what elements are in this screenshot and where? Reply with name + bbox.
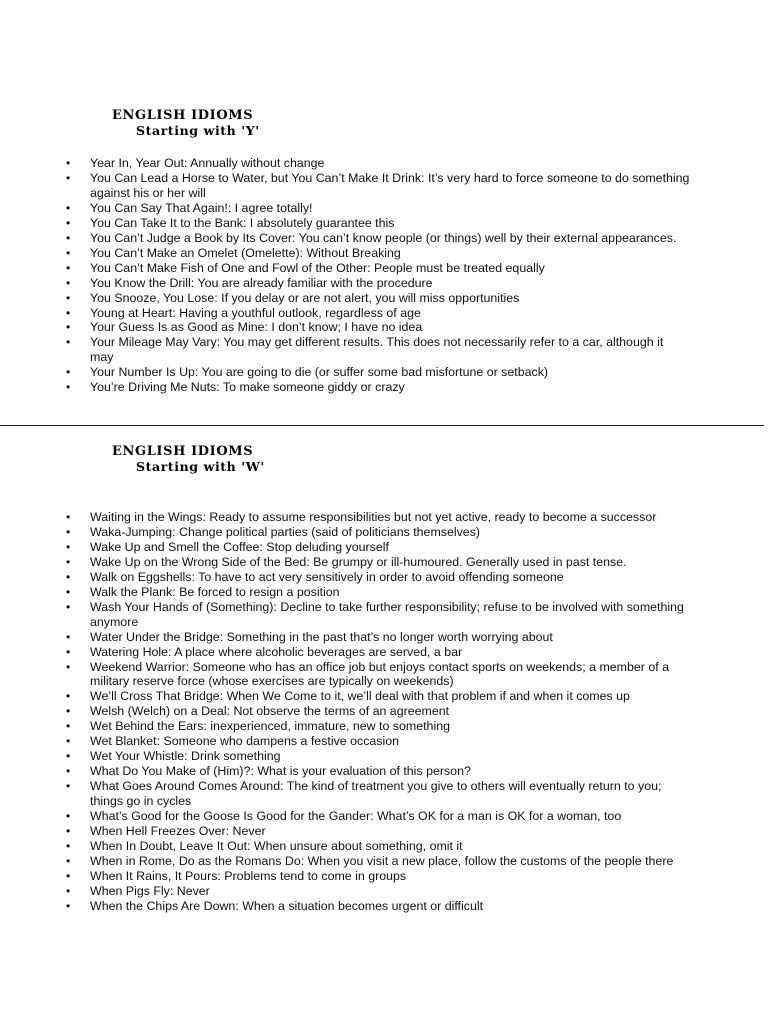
idiom-list-item: • Wet Your Whistle: Drink something xyxy=(0,749,690,764)
idiom-list-item: • You Know the Drill: You are already familiar with the procedure xyxy=(0,276,690,291)
idiom-list-item: • When It Rains, It Pours: Problems tend to come in groups xyxy=(0,869,690,884)
idiom-list-y xyxy=(0,156,690,395)
idiom-list-item: • Watering Hole: A place where alcoholic beverages are served, a bar xyxy=(0,645,690,660)
section-subtitle: Starting with 'Y' xyxy=(136,123,260,138)
idiom-list-item: • Wake Up and Smell the Coffee: Stop deluding yourself xyxy=(0,540,690,555)
idiom-list-item: • Walk the Plank: Be forced to resign a position xyxy=(0,585,690,600)
idiom-list-item: • Waiting in the Wings: Ready to assume responsibilities but not yet active, ready to become a successor xyxy=(0,510,690,525)
idiom-list-item: • When the Chips Are Down: When a situation becomes urgent or difficult xyxy=(0,899,690,914)
idiom-list-item: • You Can’t Make Fish of One and Fowl of the Other: People must be treated equally xyxy=(0,261,690,276)
section-title: ENGLISH IDIOMS xyxy=(112,108,254,123)
idiom-list-item: • Weekend Warrior: Someone who has an office job but enjoys contact sports on weekends; a member of a military reserve force (whose exercises are typically on weekends) xyxy=(0,660,690,690)
idiom-list-item: • What’s Good for the Goose Is Good for the Gander: What’s OK for a man is OK for a woman, too xyxy=(0,809,690,824)
idiom-list-item: • We’ll Cross That Bridge: When We Come to it, we’ll deal with that problem if and when it comes up xyxy=(0,689,690,704)
idiom-list-item: • Your Mileage May Vary: You may get different results. This does not necessarily refer to a car, although it may xyxy=(0,335,690,365)
idiom-list-item: • You Can Take It to the Bank: I absolutely guarantee this xyxy=(0,216,690,231)
idiom-list-item: • Your Number Is Up: You are going to die (or suffer some bad misfortune or setback) xyxy=(0,365,690,380)
section-title: ENGLISH IDIOMS xyxy=(112,444,254,459)
idiom-list-item: • You’re Driving Me Nuts: To make someone giddy or crazy xyxy=(0,380,690,395)
idiom-list-item: • You Can’t Judge a Book by Its Cover: You can’t know people (or things) well by their external appearances. xyxy=(0,231,690,246)
section-subtitle: Starting with 'W' xyxy=(136,459,265,474)
idiom-list-item: • Water Under the Bridge: Something in the past that’s no longer worth worrying about xyxy=(0,630,690,645)
idiom-list-item: • You Snooze, You Lose: If you delay or are not alert, you will miss opportunities xyxy=(0,291,690,306)
idiom-list-item: • Wet Behind the Ears: inexperienced, immature, new to something xyxy=(0,719,690,734)
idiom-list-item: • Wet Blanket: Someone who dampens a festive occasion xyxy=(0,734,690,749)
idiom-list-item: • What Do You Make of (Him)?: What is your evaluation of this person? xyxy=(0,764,690,779)
idiom-list-item: • You Can Lead a Horse to Water, but You Can’t Make It Drink: It’s very hard to force someone to do something against his or her will xyxy=(0,171,690,201)
idiom-list-item: • Year In, Year Out: Annually without change xyxy=(0,156,690,171)
idiom-list-item: • Your Guess Is as Good as Mine: I don’t know; I have no idea xyxy=(0,320,690,335)
idiom-list-item: • You Can’t Make an Omelet (Omelette): Without Breaking xyxy=(0,246,690,261)
idiom-list-item: • Waka-Jumping: Change political parties (said of politicians themselves) xyxy=(0,525,690,540)
idiom-list-item: • When Hell Freezes Over: Never xyxy=(0,824,690,839)
idiom-list-item: • Wake Up on the Wrong Side of the Bed: Be grumpy or ill-humoured. Generally used in past tense. xyxy=(0,555,690,570)
idiom-list-item: • Walk on Eggshells: To have to act very sensitively in order to avoid offending someone xyxy=(0,570,690,585)
idiom-list-item: • Young at Heart: Having a youthful outlook, regardless of age xyxy=(0,306,690,321)
idiom-list-item: • Wash Your Hands of (Something): Decline to take further responsibility; refuse to be involved with something anymore xyxy=(0,600,690,630)
idiom-list-item: • Welsh (Welch) on a Deal: Not observe the terms of an agreement xyxy=(0,704,690,719)
idiom-list-item: • You Can Say That Again!: I agree totally! xyxy=(0,201,690,216)
idiom-list-item: • When Pigs Fly: Never xyxy=(0,884,690,899)
idiom-list-item: • What Goes Around Comes Around: The kind of treatment you give to others will eventually return to you; things go in cycles xyxy=(0,779,690,809)
section-divider xyxy=(0,425,764,426)
idiom-list-item: • When In Doubt, Leave It Out: When unsure about something, omit it xyxy=(0,839,690,854)
idiom-list-item: • When in Rome, Do as the Romans Do: When you visit a new place, follow the customs of the people there xyxy=(0,854,690,869)
idiom-list-w xyxy=(0,510,690,914)
